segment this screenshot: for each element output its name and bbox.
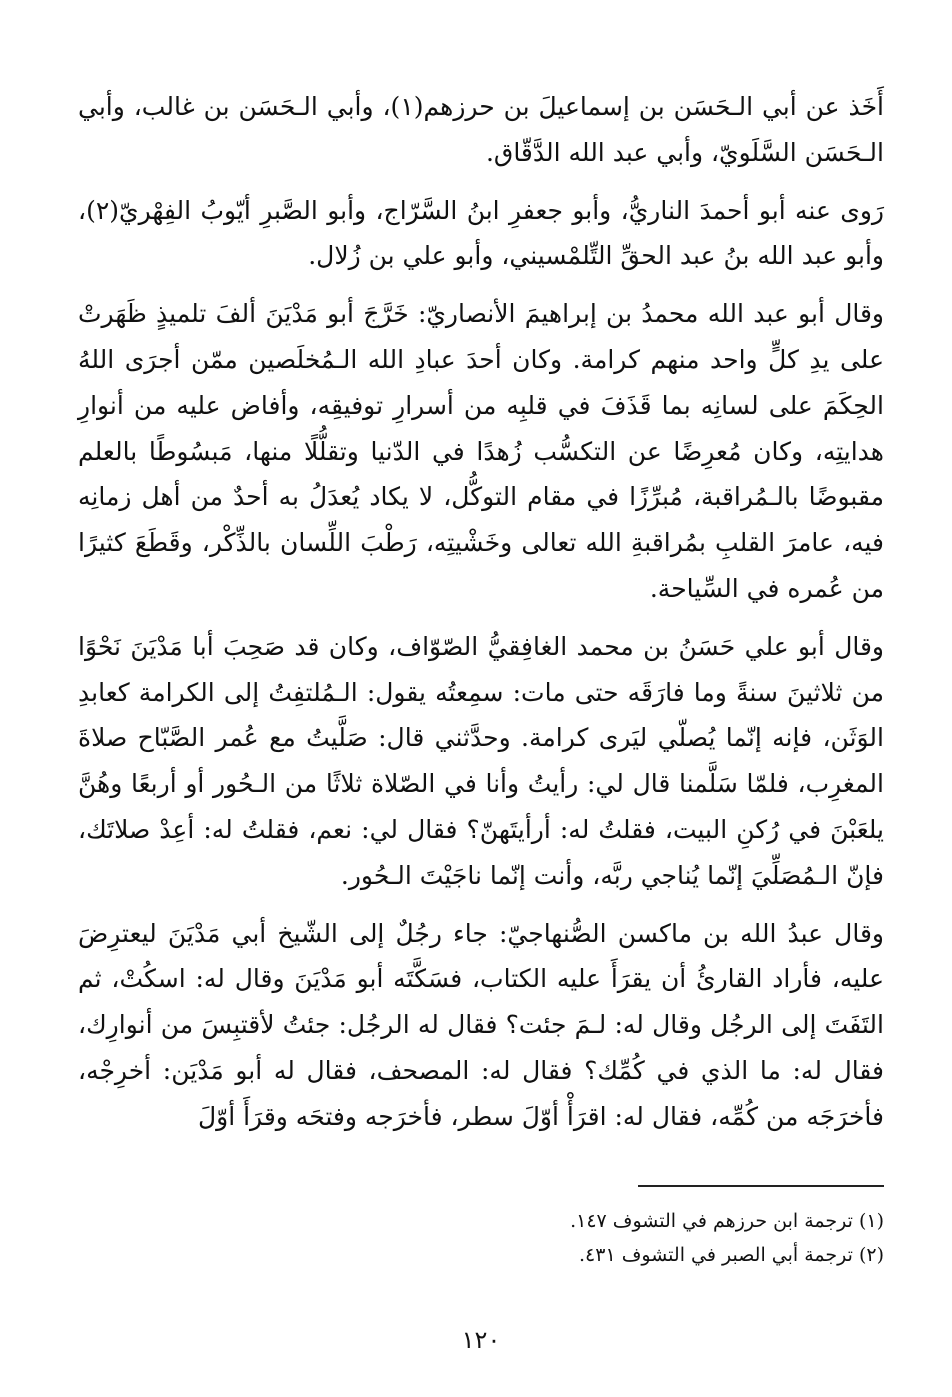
paragraph-ansari-account: وقال أبو عبد الله محمدُ بن إبراهيمَ الأنصاريّ: خَرَّجَ أبو مَدْيَنَ ألفَ تلميذٍ ظَهَرتْ على يدِ كلٍّ واحد منهم كرامة. وكان أحدَ عبادِ الله الـمُخلَصين ممّن أجرَى اللهُ الحِكَمَ على لسانِه بما قَذَفَ في قلبِه من أسرارِ توفيقِه، وأفاض عليه من أنوارِ هدايتِه، وكان مُعرِضًا عن التكسُّب زُهدًا في الدّنيا وتقلُّلًا منها، مَبسُوطًا بالعلم مقبوضًا بالـمُراقبة، مُبرِّزًا في مقام التوكُّل، لا يكاد يُعدَلُ به أحدٌ من أهل زمانِه فيه، عامرَ القلبِ بمُراقبةِ الله تعالى وخَشْيتِه، رَطْبَ اللِّسان بالذِّكْر، وقَطَعَ كثيرًا من عُمره في السِّياحة. xyxy=(78,299,884,603)
paragraph-narrators: رَوى عنه أبو أحمدَ الناريُّ، وأبو جعفرِ ابنُ السَّرّاج، وأبو الصَّبرِ أيّوبُ الفِهْريّ(٢)، وأبو عبد الله بنُ عبد الحقِّ التِّلمْسيني، وأبو علي بن زُلال. xyxy=(78,195,884,271)
paragraph-sanhaji-account: وقال عبدُ الله بن ماكسن الصُّنهاجيّ: جاء رجُلٌ إلى الشّيخ أبي مَدْيَنَ ليعترِضَ عليه، فأراد القارئُ أن يقرَأَ عليه الكتاب، فسَكَّتَه أبو مَدْيَنَ وقال له: اسكُتْ، ثم التَفَتَ إلى الرجُل وقال له: لـمَ جئت؟ فقال له الرجُل: جئتُ لأقتبِسَ من أنوارِك، فقال له: ما الذي في كُمِّك؟ فقال له: المصحف، فقال له أبو مَدْيَن: أخرِجْه، فأخرَجَه من كُمِّه، فقال له: اقرَأْ أوّلَ سطر، فأخرَجه وفتحَه وقرَأَ أوّلَ xyxy=(78,918,884,1131)
paragraph-ghafiqi-account: وقال أبو علي حَسَنُ بن محمد الغافِقيُّ الصّوّاف، وكان قد صَحِبَ أبا مَدْيَنَ نَحْوًا من ثلاثينَ سنةً وما فارَقَه حتى مات: سمِعتُه يقول: الـمُلتفِتُ إلى الكرامة كعابدِ الوَثَن، فإنه إنّما يُصلّي ليَرى كرامة. وحدَّثني قال: صَلَّيتُ مع عُمر الصَّبّاح صلاةَ المغرِب، فلمّا سَلَّمنا قال لي: رأيتُ وأنا في الصّلاة ثلاثًا من الـحُور أو أربعًا وهُنَّ يلعَبْنَ في رُكنِ البيت، فقلتُ له: أرأيتَهنّ؟ فقال لي: نعم، فقلتُ له: أعِدْ صلاتَك، فإنّ الـمُصَلِّيَ إنّما يُناجي ربَّه، وأنت إنّما ناجَيْتَ الـحُور. xyxy=(78,631,884,890)
footnote-2: (٢) ترجمة أبي الصبر في التشوف ٤٣١. xyxy=(579,1244,884,1266)
footnote-divider xyxy=(638,1185,884,1187)
page-number: ١٢٠ xyxy=(461,1326,501,1354)
book-page xyxy=(78,84,884,1374)
body-text xyxy=(78,84,884,1152)
paragraph-teachers: أَخَذ عن أبي الـحَسَن بن إسماعيلَ بن حرزهم(١)، وأبي الـحَسَن بن غالب، وأبي الـحَسَن السَّلَويّ، وأبي عبد الله الدَّقّاق. xyxy=(78,92,884,167)
footnote-1: (١) ترجمة ابن حرزهم في التشوف ١٤٧. xyxy=(570,1210,884,1232)
footnotes xyxy=(78,1204,884,1272)
